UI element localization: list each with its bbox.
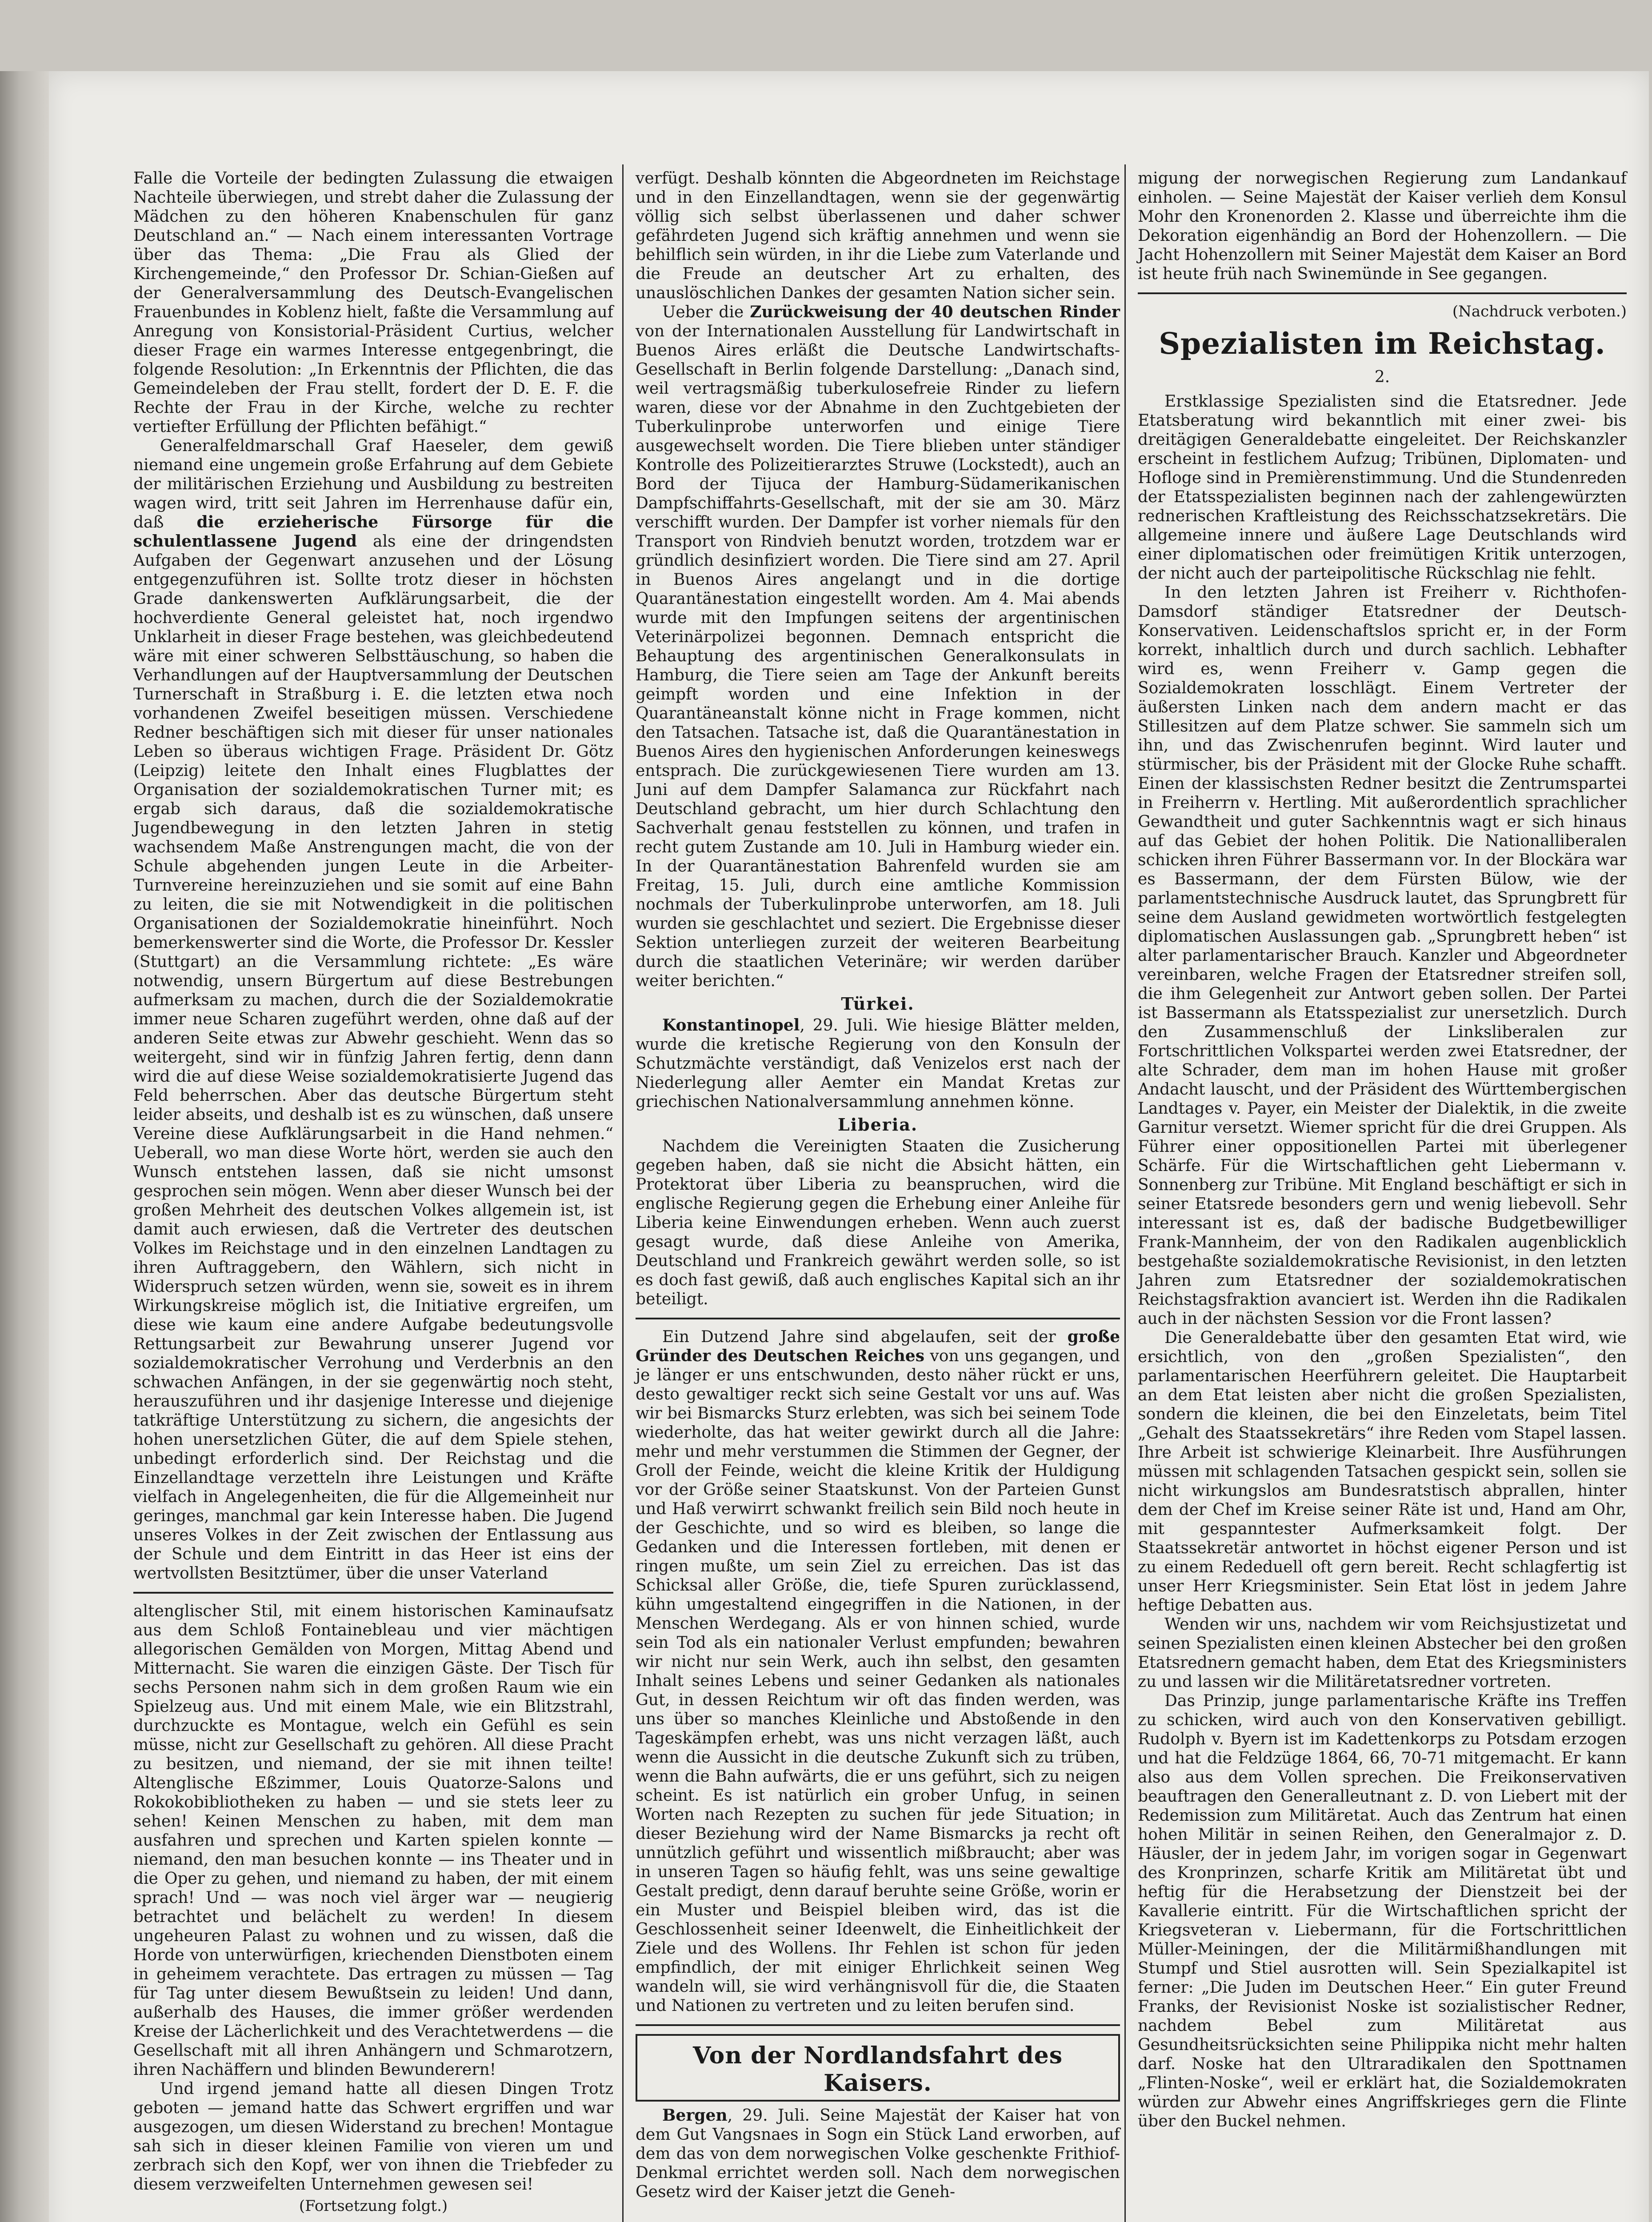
- section-divider-3: [636, 2024, 1120, 2026]
- headline-spezialisten: Spezialisten im Reichstag.: [1159, 326, 1606, 361]
- bold-phrase-bismarck: große Gründer des Deutschen Reiches: [636, 1327, 1120, 1365]
- column-rule-2: [1124, 164, 1126, 2222]
- article-spezialisten-p4: Wenden wir uns, nachdem wir vom Reichsjustizetat und seinen Spezialisten einen kleinen Abstecher bei den großen Etatsrednern gemacht haben, dem Etat des Kriegsministers zu und lassen wir die Militäretatsredner vortreten.: [1138, 1615, 1627, 1691]
- reprint-notice: (Nachdruck verboten.): [1452, 303, 1627, 320]
- continuation-note: (Fortsetzung folgt.): [299, 2197, 448, 2215]
- article-bismarck: Ein Dutzend Jahre sind abgelaufen, seit der große Gründer des Deutschen Reiches von uns gegangen, und je länger er uns entschwunden, desto näher rückt er uns, desto gewaltiger reckt sich seine Gestalt vor uns auf. Was wir bei Bismarcks Sturz erlebten, was sich bei seinem Tode wiederholte, das hat weiter gewirkt durch all die Jahre: mehr und mehr verstummen die Stimmen der Gegner, der Groll der Feinde, weicht die kleine Kritik der Huldigung vor der Größe seiner Staatskunst. Von der Parteien Gunst und Haß verwirrt schwankt freilich sein Bild noch heute in der Geschichte, und so wird es bleiben, so lange die Gedanken und die Interessen fortleben, mit denen er ringen mußte, um sein Ziel zu erreichen. Das ist das Schicksal aller Größe, die, tiefe Spuren zurücklassend, kühn umgestaltend eingegriffen in die Nationen, in der Menschen Werdegang. Als er von hinnen schied, wurde sein Tod als ein nationaler Verlust empfunden; bewahren wir nicht nur sein Werk, auch ihn selbst, den gesamten Inhalt seines Lebens und seiner Gedanken als nationales Gut, in dessen Reichtum wir oft das finden werden, was uns über so manches Kleinliche und Abstoßende in den Tageskämpfen erhebt, was uns nicht verzagen läßt, auch wenn die Aussicht in die deutsche Zukunft sich zu trüben, wenn die Bahn aufwärts, die er uns geführt, sich zu neigen scheint. Es ist natürlich ein grober Unfug, in seinen Worten nach Rezepten zu suchen für jede Situation; in dieser Beziehung wird der Name Bismarcks ja recht oft unnützlich geführt und wissentlich mißbraucht; aber was in unseren Tagen so häufig fehlt, was uns seine gewaltige Gestalt predigt, denn darauf beruhte seine Größe, worin er ein Muster und Beispiel bleiben wird, das ist die Geschlossenheit seiner Ideenwelt, die Einheitlichkeit der Ziele und des Wollens. Ihr Fehlen ist schon für jeden empfindlich, der mit einiger Ehrlichkeit seinen Weg wandeln will, sie wird verhängnisvoll für die, die Staaten und Nationen zu vertreten und zu leiten berufen sind.: [636, 1327, 1120, 2015]
- section-divider: [133, 1592, 613, 1594]
- article-spezialisten-p2: In den letzten Jahren ist Freiherr v. Richthofen-Damsdorf ständiger Etatsredner der Deutsch-Konservativen. Leidenschaftslos spricht er, in der Form korrekt, inhaltlich durch und durch sachlich. Lebhafter wird es, wenn Freiherr v. Gamp gegen die Sozialdemokraten losschlägt. Einem Vertreter der äußersten Linken nach dem andern macht er das Stillesitzen auf dem Platze schwer. Sie sammeln sich um ihn, und das Zwischenrufen beginnt. Wird lauter und stürmischer, bis der Präsident mit der Glocke Ruhe schafft. Einen der klassischsten Redner besitzt die Zentrumspartei in Freiherrn v. Hertling. Mit außerordentlich sprachlicher Gewandtheit und guter Sachkenntnis wagt er sich hinaus auf das Gebiet der hohen Politik. Die Nationalliberalen schicken ihren Führer Bassermann vor. In der Blockära war es Bassermann, der dem Fürsten Bülow, wie der parlamentstechnische Ausdruck lautet, das Sprungbrett für seine dem Ausland gewidmeten wortwörtlich festgelegten diplomatischen Auslassungen gab. „Sprungbrett heben“ ist alter parlamentarischer Brauch. Kanzler und Abgeordneter vereinbaren, welche Fragen der Etatsredner streifen soll, die ihm Gelegenheit zur Antwort geben sollen. Der Partei ist Bassermann als Etatsspezialist zur unersetzlich. Durch den Zusammenschluß der Linksliberalen zur Fortschrittlichen Volkspartei werden zwei Etatsredner, der alte Schrader, dem man im hohen Hause mit großer Andacht lauscht, und der Präsident des Württembergischen Landtages v. Payer, ein Meister der Dialektik, in die zweite Garnitur versetzt. Wiemer spricht für die drei Gruppen. Als Führer einer oppositionellen Partei mit überlegener Schärfe. Für die Wirtschaftlichen geht Liebermann v. Sonnenberg zur Tribüne. Mit England beschäftigt er sich in seiner Etatsrede besonders gern und wenig liebevoll. Sehr interessant ist es, daß der badische Budgetbewilliger Frank-Mannheim, der von den Radikalen augenblicklich bestgehaßte sozialdemokratische Revisionist, in den letzten Jahren zum Etatsredner der sozialdemokratischen Reichstagsfraktion avanciert ist. Werden ihn die Radikalen auch in der nächsten Session vor die Front lassen?: [1138, 583, 1627, 1328]
- dateline-bergen: Bergen: [662, 2106, 728, 2125]
- bold-phrase-youth-care: die erzieherische Fürsorge für die schulentlassene Jugend: [133, 513, 613, 551]
- section-heading-liberia: Liberia.: [837, 1115, 918, 1135]
- part-number: 2.: [1374, 368, 1390, 386]
- article-spezialisten-p5: Das Prinzip, junge parlamentarische Kräfte ins Treffen zu schicken, wird auch von den Konservativen gebilligt. Rudolph v. Byern ist im Kadettenkorps zu Potsdam erzogen und hat die Feldzüge 1864, 66, 70-71 mitgemacht. Er kann also aus dem Vollen sprechen. Die Freikonservativen beauftragen den Generalleutnant z. D. von Liebert mit der Redemission zum Militäretat. Auch das Zentrum hat einen hohen Militär in seinen Reihen, den Generalmajor z. D. Häusler, der in jedem Jahr, im vorigen sogar in Gegenwart des Kronprinzen, scharfe Kritik am Militäretat übt und heftig für die Herabsetzung der Dienstzeit bei der Kavallerie eintritt. Für die Wirtschaftlichen spricht der Kriegsveteran v. Liebermann, für die Fortschrittlichen Müller-Meiningen, der die Militärmißhandlungen mit Stumpf und Stiel ausrotten will. Sein Spezialkapitel ist ferner: „Die Juden im Deutschen Heer.“ Ein guter Freund Franks, der Revisionist Noske ist sozialistischer Redner, nachdem Bebel zum Militäretat aus Gesundheitsrücksichten seine Philippika nicht mehr halten darf. Noske hat den Ultraradikalen den Spottnamen „Flinten-Noske“, weil er erklärt hat, die Sozialdemokraten würden zur Abwehr eines Angriffskrieges gern die Flinte über den Buckel nehmen.: [1138, 1692, 1627, 2130]
- section-divider-4: [1138, 292, 1627, 294]
- article-liberia: Nachdem die Vereinigten Staaten die Zusicherung gegeben haben, daß sie nicht die Absicht hätten, ein Protektorat über Liberia zu beanspruchen, wird die englische Regierung gegen die Erhebung einer Anleihe für Liberia keine Einwendungen erheben. Wenn auch zuerst gesagt wurde, daß diese Anleihe von Amerika, Deutschland und Frankreich gewährt werden solle, so ist es doch fast gewiß, daß auch englisches Kapital sich an ihr beteiligt.: [636, 1137, 1120, 1308]
- bold-phrase-cattle: Zurückweisung der 40 deutschen Rinder: [750, 303, 1120, 321]
- page-edge-shadow: [0, 71, 49, 2222]
- headline-box-nordland: [636, 2034, 1120, 2102]
- article-girls-schools-end: Falle die Vorteile der bedingten Zulassung die etwaigen Nachteile überwiegen, und strebt daher die Zulassung der Mädchen zu den höheren Knabenschulen für ganz Deutschland an.“ — Nach einem interessanten Vortrage über das Thema: „Die Frau als Glied der Kirchengemeinde,“ den Professor Dr. Schian-Gießen auf der Generalversammlung des Deutsch-Evangelischen Frauenbundes in Koblenz hielt, faßte die Versammlung auf Anregung von Konsistorial-Präsident Curtius, welcher dieser Frage ein warmes Interesse entgegenbringt, die folgende Resolution: „In Erkenntnis der Pflichten, die das Gemeindeleben der Frau stellt, fordert der D. E. F. die Rechte der Frau in der Kirche, welche zu rechter vertiefter Erfüllung der Pflichten befähigt.“: [133, 169, 613, 436]
- serial-novel-text-2: Und irgend jemand hatte all diesen Dingen Trotz geboten — jemand hatte das Schwert ergriffen und war ausgezogen, um diesen Widerstand zu brechen! Montague sah sich in dieser kleinen Familie von vieren um und zerbrach sich den Kopf, wer von ihnen die Triebfeder zu diesem verzweifelten Unternehmen gewesen sei!: [133, 2080, 613, 2194]
- article-konstantinopel: Konstantinopel, 29. Juli. Wie hiesige Blätter melden, wurde die kretische Regierung von den Konsuln der Schutzmächte verständigt, daß Venizelos erst nach der Niederlegung aller Aemter ein Mandat Kretas zur griechischen Nationalversammlung annehmen könne.: [636, 1016, 1120, 1111]
- section-heading-tuerkei: Türkei.: [841, 994, 915, 1014]
- column-1: [133, 169, 613, 2216]
- newspaper-page: [49, 71, 1649, 2222]
- column-3: [1138, 169, 1627, 2131]
- article-bergen-end: migung der norwegischen Regierung zum Landankauf einholen. — Seine Majestät der Kaiser verlieh dem Konsul Mohr den Kronenorden 2. Klasse und überreichte ihm die Dekoration eigenhändig an Bord der Hohenzollern. — Die Jacht Hohenzollern mit Seiner Majestät dem Kaiser an Bord ist heute früh nach Swinemünde in See gegangen.: [1138, 169, 1627, 283]
- dateline-konstantinopel: Konstantinopel: [662, 1016, 800, 1035]
- article-cattle-rejection: Ueber die Zurückweisung der 40 deutschen Rinder von der Internationalen Ausstellung für Landwirtschaft in Buenos Aires erläßt die Deutsche Landwirtschafts-Gesellschaft in Berlin folgende Darstellung: „Danach sind, weil vertragsmäßig tuberkulosefreie Rinder zu liefern waren, diese vor der Abnahme in den Zuchtgebieten der Tuberkulinprobe unterworfen und einige Tiere ausgewechselt worden. Die Tiere blieben unter ständiger Kontrolle des Polizeitierarztes Struwe (Lockstedt), auch an Bord der Tijuca der Hamburg-Südamerikanischen Dampfschiffahrts-Gesellschaft, mit der sie am 30. März verschifft wurden. Der Dampfer ist vorher niemals für den Transport von Rindvieh benutzt worden, trotzdem war er gründlich desinfiziert worden. Die Tiere sind am 27. April in Buenos Aires angelangt und in die dortige Quarantänestation eingestellt worden. Am 4. Mai abends wurde mit den Impfungen seitens der argentinischen Veterinärpolizei begonnen. Demnach entspricht die Behauptung des argentinischen Generalkonsulats in Hamburg, die Tiere seien am Tage der Ankunft bereits geimpft worden und eine Infektion in der Quarantäneanstalt könne nicht in Frage kommen, nicht den Tatsachen. Tatsache ist, daß die Quarantänestation in Buenos Aires den hygienischen Anforderungen keineswegs entsprach. Die zurückgewiesenen Tiere wurden am 13. Juni auf dem Dampfer Salamanca zur Rückfahrt nach Deutschland gebracht, um hier durch Schlachtung den Sachverhalt genau feststellen zu können, und trafen in recht gutem Zustande am 10. Juli in Hamburg wieder ein. In der Quarantänestation Bahrenfeld wurden sie am Freitag, 15. Juli, durch eine amtliche Kommission nochmals der Tuberkulinprobe unterworfen, am 18. Juli wurden sie geschlachtet und seziert. Die Ergebnisse dieser Sektion unterliegen zurzeit der weiteren Bearbeitung durch die staatlichen Veterinäre; wir werden darüber weiter berichten.“: [636, 303, 1120, 990]
- article-spezialisten-p1: Erstklassige Spezialisten sind die Etatsredner. Jede Etatsberatung wird bekanntlich mit einer zwei- bis dreitägigen Generaldebatte eingeleitet. Der Reichskanzler erscheint in festlichem Aufzug; Tribünen, Diplomaten- und Hofloge sind in Premièrenstimmung. Und die Stundenreden der Etatsspezialisten beginnen nach der zahlengewürzten rednerischen Kraftleistung des Reichsschatzsekretärs. Die allgemeine innere und äußere Lage Deutschlands wird einer diplomatischen oder freimütigen Kritik unterzogen, der nicht auch der parteipolitische Rückschlag nie fehlt.: [1138, 392, 1627, 583]
- serial-novel-text: altenglischer Stil, mit einem historischen Kaminaufsatz aus dem Schloß Fontainebleau und vier mächtigen allegorischen Gemälden von Morgen, Mittag Abend und Mitternacht. Sie waren die einzigen Gäste. Der Tisch für sechs Personen nahm sich in dem großen Raum wie ein Spielzeug aus. Und mit einem Male, wie ein Blitzstrahl, durchzuckte es Montague, welch ein Gefühl es sein müsse, nicht zur Gesellschaft zu gehören. All diese Pracht zu besitzen, und niemand, der sie mit ihnen teilte! Altenglische Eßzimmer, Louis Quatorze-Salons und Rokokobibliotheken zu haben — und sie stets leer zu sehen! Keinen Menschen zu haben, mit dem man ausfahren und sprechen und Karten spielen konnte — niemand, den man besuchen konnte — ins Theater und in die Oper zu gehen, und niemand zu haben, der mit einem sprach! Und — was noch viel ärger war — neugierig betrachtet und belächelt zu werden! In diesem ungeheuren Palast zu wohnen und zu wissen, daß die Horde von unterwürfigen, kriechenden Dienstboten einem in geheimem verachtete. Das ertragen zu müssen — Tag für Tag unter diesem Bewußtsein zu leiden! Und dann, außerhalb des Hauses, die immer größer werdenden Kreise der Lächerlichkeit und des Verachtetwerdens — die Gesellschaft mit all ihren Anhängern und Schmarotzern, ihren Nachäffern und blinden Bewunderern!: [133, 1602, 613, 2079]
- article-spezialisten-p3: Die Generaldebatte über den gesamten Etat wird, wie ersichtlich, von den „großen Spezialisten“, den parlamentarischen Heerführern geleitet. Die Hauptarbeit an dem Etat leisten aber nicht die großen Spezialisten, sondern die kleinen, die bei den Einzeletats, beim Titel „Gehalt des Staatssekretärs“ ihre Reden vom Stapel lassen. Ihre Arbeit ist schwierige Kleinarbeit. Ihre Ausführungen müssen mit schlagenden Tatsachen gespickt sein, sollen sie nicht wirkungslos am Bundesratstisch abprallen, hinter dem der Chef im Kreise seiner Räte ist und, Hand am Ohr, mit gespanntester Aufmerksamkeit folgt. Der Staatssekretär antwortet in höchst eigener Person und ist zu einem Rededuell oft gern bereit. Recht schlagfertig ist unser Herr Kriegsminister. Sein Etat löst in jedem Jahre heftige Debatten aus.: [1138, 1329, 1627, 1615]
- article-youth-care: Generalfeldmarschall Graf Haeseler, dem gewiß niemand eine ungemein große Erfahrung auf dem Gebiete der militärischen Erziehung und Ausbildung zu bestreiten wagen wird, tritt seit Jahren im Herrenhause dafür ein, daß die erzieherische Fürsorge für die schulentlassene Jugend als eine der dringendsten Aufgaben der Gegenwart anzusehen und der Lösung entgegenzuführen ist. Sollte trotz dieser in höchsten Grade dankenswerten Aufklärungsarbeit, die der hochverdiente General geleistet hat, noch irgendwo Unklarheit in dieser Frage bestehen, was gleichbedeutend wäre mit einer schweren Selbsttäuschung, so haben die Verhandlungen auf der Hauptversammlung der Deutschen Turnerschaft in Straßburg i. E. die letzten etwa noch vorhandenen Zweifel beseitigen müssen. Verschiedene Redner beschäftigen sich mit dieser für unser nationales Leben so überaus wichtigen Frage. Präsident Dr. Götz (Leipzig) leitete den Inhalt eines Flugblattes der Organisation der sozialdemokratischen Turner mit; es ergab sich daraus, daß die sozialdemokratische Jugendbewegung in den letzten Jahren in stetig wachsendem Maße Anstrengungen macht, die von der Schule abgehenden jungen Leute in die Arbeiter-Turnvereine hereinzuziehen und sie somit auf eine Bahn zu leiten, die sie mit Notwendigkeit in die politischen Organisationen der Sozialdemokratie hineinführt. Noch bemerkenswerter sind die Worte, die Professor Dr. Kessler (Stuttgart) an die Versammlung richtete: „Es wäre notwendig, unsern Bürgertum auf diese Bestrebungen aufmerksam zu machen, durch die der Sozialdemokratie immer neue Scharen zugeführt werden, ohne daß auf der anderen Seite etwas zur Abwehr geschieht. Wenn das so weitergeht, sind wir in fünfzig Jahren fertig, denn dann wird die auf diese Weise sozialdemokratisierte Jugend das Feld beherrschen. Aber das deutsche Bürgertum steht leider abseits, und deshalb ist es zu wünschen, daß unsere Vereine diese Aufklärungsarbeit in die Hand nehmen.“ Ueberall, wo man diese Worte hört, werden sie auch den Wunsch entstehen lassen, daß sie nicht umsonst gesprochen sein mögen. Wenn aber dieser Wunsch bei der großen Mehrheit des deutschen Volkes allgemein ist, ist damit auch erwiesen, daß die Vertreter des deutschen Volkes im Reichstage und in den einzelnen Landtagen zu ihren Auftraggebern, den Wählern, sich nicht in Widerspruch setzen würden, wenn sie, soweit es in ihrem Wirkungskreise möglich ist, die Initiative ergreifen, um diese wie kaum eine andere Aufgabe bedeutungsvolle Rettungsarbeit zur Bewahrung unserer Jugend vor sozialdemokratischer Verrohung und Verderbnis an den schwachen Anfängen, in der sie gegenwärtig noch steht, herauszuführen und ihr dasjenige Interesse und diejenige tatkräftige Unterstützung zu sichern, die angesichts der hohen unersetzlichen Güter, die auf dem Spiele stehen, unbedingt erforderlich sind. Der Reichstag und die Einzellandtage verzetteln ihre Leistungen und Kräfte vielfach in Angelegenheiten, die für die Allgemeinheit nur geringes, manchmal gar kein Interesse haben. Die Jugend unseres Volkes in der Zeit zwischen der Entlassung aus der Schule und dem Eintritt in das Heer ist eins der wertvollsten Besitztümer, über die unser Vaterland: [133, 437, 613, 1583]
- headline-nordland: Von der Nordlandsfahrt des Kaisers.: [692, 2042, 1063, 2097]
- column-2: [636, 169, 1120, 2202]
- article-youth-care-end: verfügt. Deshalb könnten die Abgeordneten im Reichstage und in den Einzellandtagen, wenn sie der gegenwärtig völlig sich selbst überlassenen und daher schwer gefährdeten Jugend sich kräftig annehmen und wenn sie behilflich sein würden, in ihr die Liebe zum Vaterlande und die Freude an deutscher Art zu erhalten, des unauslöschlichen Dankes der gesamten Nation sicher sein.: [636, 169, 1120, 302]
- column-rule-1: [622, 164, 624, 2222]
- section-divider-2: [636, 1318, 1120, 1319]
- article-bergen: Bergen, 29. Juli. Seine Majestät der Kaiser hat von dem Gut Vangsnaes in Sogn ein Stück Land erworben, auf dem das von dem norwegischen Volke geschenkte Frithiof-Denkmal errichtet werden soll. Nach dem norwegischen Gesetz wird der Kaiser jetzt die Geneh-: [636, 2106, 1120, 2201]
